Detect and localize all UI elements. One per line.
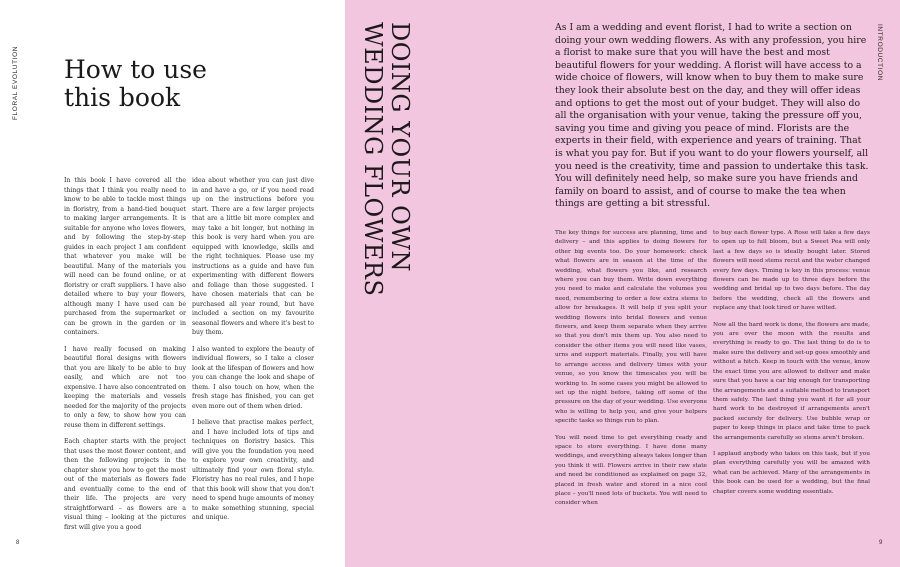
running-head-text: FLORAL EVOLUTION: [12, 45, 19, 120]
left-column-1: [64, 176, 186, 539]
section-title-line-2: WEDDING FLOWERS: [359, 22, 387, 297]
paragraph: I have really focused on making beautiful floral designs with flowers that you are likely to be able to buy easily, and which are not too expensive. I have also concentrated on keeping the materials and vessels needed for the majority of the projects to only a few, to show how you can reuse them in different settings.: [64, 345, 186, 429]
page-number-left: 8: [16, 540, 20, 546]
page-title: [64, 56, 284, 112]
paragraph: idea about whether you can just dive in and have a go, or if you need read up on the instructions before you start. There are a few larger projects that are a little bit more complex and may take a bit longer, but nothing in this book is very hard when you are equipped with knowledge, skills and the right techniques. Please use my instructions as a guide and have fun experimenting with different flowers and foliage than those suggested. I have chosen materials that can be purchased all year round, but have included a section on my favourite seasonal flowers and where it's best to buy them.: [192, 177, 314, 336]
paragraph: I also wanted to explore the beauty of individual flowers, so I take a closer look at the lifespan of flowers and how you can change the look and shape of them. I also touch on how, when the fresh stage has finished, you can get even more out of them when dried.: [192, 345, 314, 410]
section-title-wrap: [355, 22, 415, 322]
paragraph: I believe that practise makes perfect, and I have included lots of tips and techniques on floristry basics. This will give you the foundation you need to explore your own creativity, and ultimately find your own floral style. Floristry has no real rules, and I hope that this book will show that you don't need to spend huge amounts of money to make something stunning, special and unique.: [192, 419, 314, 521]
section-title-line-1: DOING YOUR OWN: [386, 22, 414, 272]
page-number-right: 9: [879, 540, 883, 546]
intro-paragraph: As I am a wedding and event florist, I had to write a section on doing your own wedding flowers. As with any profession, you hire a florist to make sure that you will have the best and most beautiful flowers for your wedding. A florist will have access to a wide choice of flowers, will know when to buy them to make sure they look their absolute best on the day, and they will offer ideas and options to get the most out of your budget. They will also do all the organisation with your venue, taking the pressure off you, saving you time and giving you peace of mind. Florists are the experts in their field, with experience and years of training. That is what you pay for. But if you want to do your flowers yourself, all you need is the creativity, time and passion to undertake this task. You will definitely need help, so make sure you have friends and family on board to assist, and of course to make the tea when things are getting a bit stressful.: [555, 22, 869, 210]
right-column-2: [713, 229, 870, 504]
paragraph: Each chapter starts with the project that uses the most flower content, and then the following projects in the chapter show you how to get the most out of the materials as flowers fade and eventually come to the end of their life. The projects are very straightforward – as flowers are a visual thing – looking at the pictures first will give you a good: [64, 438, 186, 531]
paragraph: I applaud anybody who takes on this task, but if you plan everything carefully you will be amazed with what can be achieved. Many of the arrangements in this book can be used for a wedding, but the final chapter covers some wedding essentials.: [713, 450, 870, 495]
title-line-1: How to use: [64, 55, 207, 84]
running-head-text: INTRODUCTION: [876, 24, 883, 82]
left-column-2: [192, 176, 314, 530]
paragraph: You will need time to get everything ready and space to store everything. I have done many weddings, and everything always takes longer than you think it will. Flowers arrive in their raw state and need be conditioned as explained on page 32, placed in fresh water and stored in a nice cool place – you'll need lots of buckets. You will need to consider when: [555, 434, 707, 507]
section-title: [359, 22, 413, 296]
left-page: [0, 0, 345, 567]
title-line-2: this book: [64, 83, 181, 112]
paragraph: Now all the hard work is done, the flowers are made, you are over the moon with the results and everything is ready to go. The last thing to do is to make sure the delivery and set-up goes smoothly and without a hitch. Keep in touch with the venue, know the exact time you are allowed to deliver and make sure that you have a car big enough for transporting the arrangements and a suitable method to transport them safely. The last thing you want it for all your hard work to be destroyed if arrangements aren't packed securely for delivery. Use bubble wrap or paper to keep things in place and take time to pack the arrangements carefully so stems aren't broken.: [713, 321, 870, 441]
paragraph: In this book I have covered all the things that I think you really need to know to be able to tackle most things in floristry, from a hand-tied bouquet to making larger arrangements. It is suitable for anyone who loves flowers, and by following the step-by-step guides in each project I am confident that whatever you make will be beautiful. Many of the materials you will need can be found online, or at floristry or craft suppliers. I have also detailed where to buy your flowers, although many I have used can be purchased from the supermarket or can be grown in the garden or in containers.: [64, 177, 186, 336]
paragraph: to buy each flower type. A Rose will take a few days to open up to full bloom, but a Sweet Pea will only last a few days so is ideally bought later. Stored flowers will need stems recut and the water changed every few days. Timing is key in this process: venue flowers can be made up to three days before the wedding and bridal up to two days before. The day before the wedding, check all the flowers and replace any that look tired or have wilted.: [713, 230, 870, 312]
right-column-1: [555, 229, 707, 516]
paragraph: The key things for success are planning, time and delivery – and this applies to doing flowers for other big events too. Do your homework: check what flowers are in season at the time of the wedding, what flowers you like, and research where you can buy them. Write down everything you need to make and calculate the volumes you need, remembering to order a few extra stems to allow for breakages. It will help if you split your wedding flowers into bridal flowers and venue flowers, and keep them separate when they arrive so that you don't mix them up. You also need to consider the other items you will need like vases, urns and support materials. Finally, you will have to arrange access and delivery times with your venue, so you know the timescales you will be working to. In some cases you might be allowed to set up the night before, taking off some of the pressure on the day of your wedding. Use everyone who is willing to help you, and give your helpers specific tasks so things run to plan.: [555, 230, 707, 425]
